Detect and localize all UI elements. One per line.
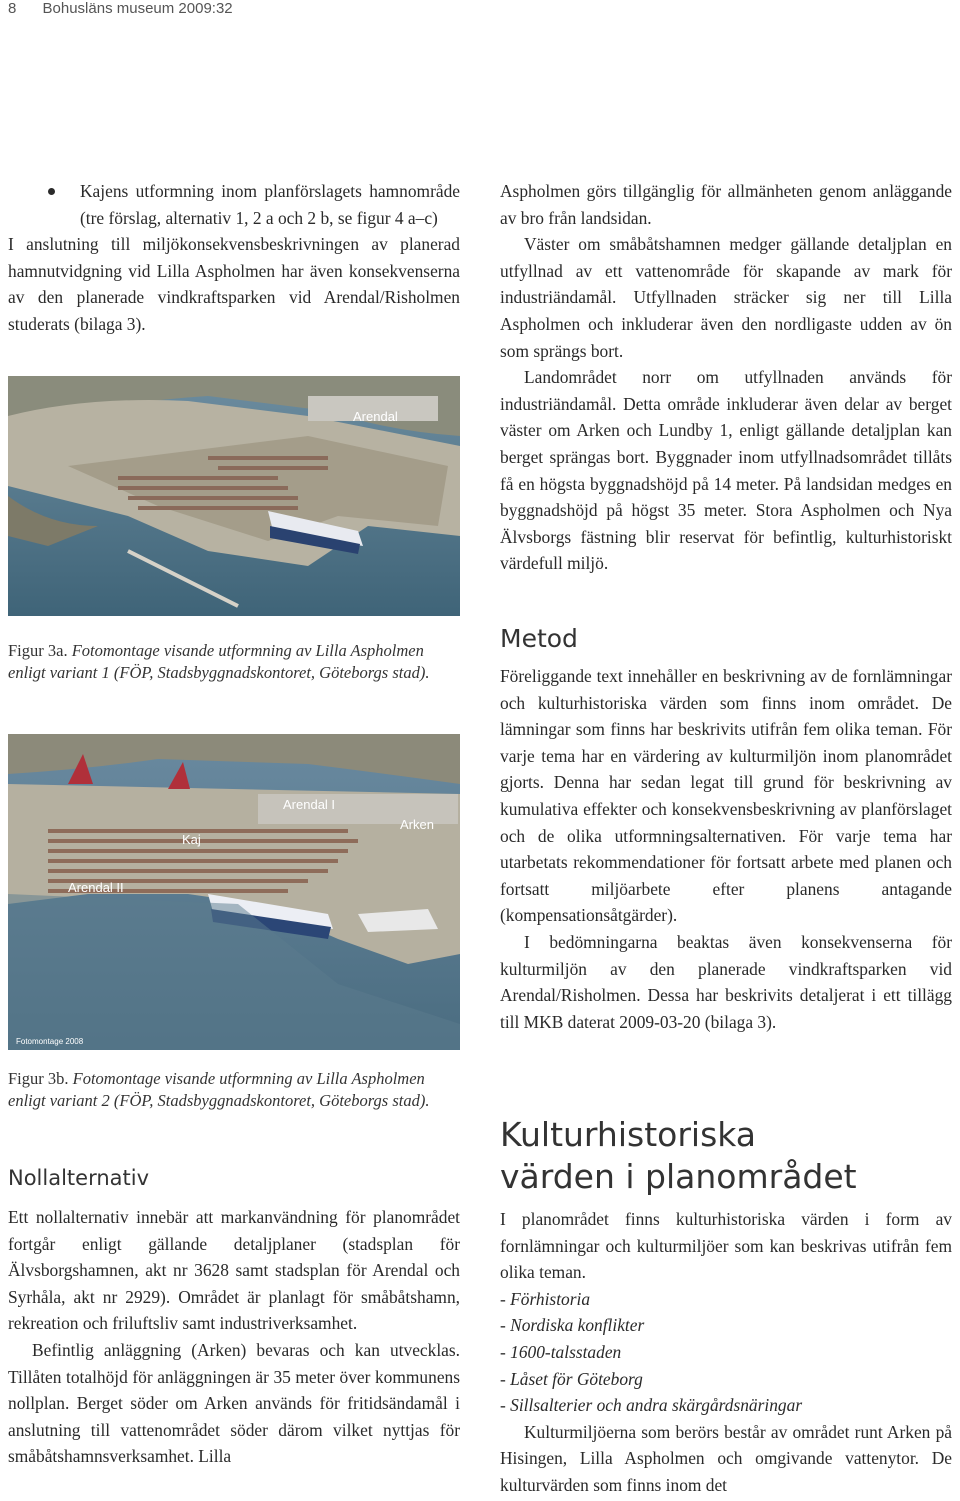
list-item: - Låset för Göteborg <box>500 1368 643 1389</box>
figure-3a-text: Fotomontage visande utformning av Lilla Aspholmen enligt variant 1 (FÖP, Stadsbyggnadskontoret, Göteborgs stad). <box>8 641 430 682</box>
map-label-arken: Arken <box>400 817 434 832</box>
figure-3b-number: Figur 3b. <box>8 1069 69 1088</box>
map-label-arendal-2: Arendal II <box>68 880 124 895</box>
page-header <box>8 0 233 17</box>
list-item: - Nordiska konflikter <box>500 1315 645 1336</box>
map-label-kaj: Kaj <box>182 832 201 847</box>
list-item: - Förhistoria <box>500 1288 591 1309</box>
themes-list <box>500 1286 952 1419</box>
bullet-dot-icon <box>48 188 55 195</box>
nollalternativ-heading: Nollalternativ <box>8 1166 150 1190</box>
figure-3b-caption <box>8 1068 460 1112</box>
bullet-text: Kajens utformning inom planförslagets hamnområde (tre förslag, alternativ 1, 2 a och 2 b, se figur 4 a–c) <box>80 181 460 228</box>
figure-3a-caption <box>8 640 460 684</box>
list-item: - Sillsalterier och andra skärgårdsnäringar <box>500 1395 803 1416</box>
map-label-arendal-1: Arendal I <box>283 797 336 812</box>
nollalternativ-paragraph-2: Befintlig anläggning (Arken) bevaras och kan utvecklas. Tillåten totalhöjd för anläggningen är 35 meter över kommunens nollplan. Berget söder om Arken används för fritidsändamål i anslutning till vattenområdet söder därom vilket nyttjas för småbåtshamnsverksamhet. Lilla <box>8 1339 460 1467</box>
intro-paragraph: I anslutning till miljökonsekvensbeskrivningen av planerad hamnutvidgning vid Lilla Aspholmen har även konsekvenserna av den planerade vindkraftsparken vid Arendal/Risholmen studerats (bilaga 3). <box>8 234 460 334</box>
right-column-top <box>500 178 952 577</box>
right-paragraph-2: Väster om småbåtshamnen medger gällande detaljplan en utfyllnad av ett vattenområde för skapande av mark för industriändamål. Utfyllnaden sträcker sig ner till Lilla Aspholmen och inkluderar även den nordligaste udden av ön som sprängs bort. <box>500 234 952 361</box>
bullet-item <box>8 178 460 231</box>
map-label-arendal: Arendal <box>353 409 398 424</box>
metod-paragraph-2: I bedömningarna beaktas även konsekvenserna för kulturmiljön av den planerade vindkraftsparken vid Arendal/Risholmen. Dessa har beskrivits detaljerat i ett tillägg till MKB daterat 2009-03-20 (bilaga 3). <box>500 931 952 1032</box>
kulturhistoriska-heading-line-2: värden i planområdet <box>500 1157 857 1196</box>
nollalternativ-section <box>8 1166 460 1470</box>
nollalternativ-paragraph-1: Ett nollalternativ innebär att markanvändning för planområdet fortgår enligt gällande detaljplaner (stadsplan för Älvsborgshamnen, akt nr 3628 samt stadsplan för Arendal och Syrhåla, akt nr 2929). Området är planlagt för småbåtshamn, rekreation och friluftsliv samt industriverksamhet. <box>8 1207 460 1334</box>
list-item: - 1600-talsstaden <box>500 1341 622 1362</box>
metod-section <box>500 624 952 1035</box>
metod-paragraph-1: Föreliggande text innehåller en beskrivning av de fornlämningar och kulturhistoriska värden som finns inom området. De lämningar som finns har beskrivits utifrån fem olika teman. För varje tema har en värdering av kulturmiljön inom planområdet gjorts. Denna har sedan legat till grund för beskrivning av kumulativa effekter och konsekvensbeskrivning av planförslaget och de olika utformningsalternativen. För varje tema har utarbetats rekommendationer för fortsatt arbete med planen och fortsatt miljöarbete efter planens antagande (kompensationsåtgärder). <box>500 666 952 926</box>
kulturhistoriska-heading-line-1: Kulturhistoriska <box>500 1115 757 1154</box>
kulturhistoriska-heading <box>500 1114 952 1198</box>
right-paragraph-3: Landområdet norr om utfyllnaden används för industriändamål. Detta område inkluderar även delar av berget väster om Arken och Lundby 1, enligt gällande detaljplan kan berget sprängas bort. Byggnader inom utfyllnadsområdet tillåts få en högsta byggnadshöjd på 14 meter. På landsidan medges en byggnadshöjd på högst 35 meter. Stora Aspholmen och Nya Älvsborgs fästning blir reservat för befintlig, kulturhistoriskt värdefull miljö. <box>500 367 952 574</box>
kulturhistoriska-section <box>500 1114 952 1499</box>
publication-title: Bohusläns museum 2009:32 <box>42 0 233 17</box>
aerial-photo-3a <box>8 376 460 616</box>
map-label-fotomontage: Fotomontage 2008 <box>16 1037 84 1046</box>
left-column-top <box>8 178 460 338</box>
figure-3a-number: Figur 3a. <box>8 641 68 660</box>
kulturhistoriska-paragraph-2: Kulturmiljöerna som berörs består av området runt Arken på Hisingen, Lilla Aspholmen och omgivande vattenytor. De kulturvärden som finns inom det <box>500 1421 952 1495</box>
kulturhistoriska-paragraph-1: I planområdet finns kulturhistoriska värden i form av fornlämningar och kulturmiljöer som kan beskrivas utifrån fem olika teman. <box>500 1209 952 1283</box>
aerial-photo-3b <box>8 734 460 1050</box>
right-paragraph-1: Aspholmen görs tillgänglig för allmänheten genom anläggande av bro från landsidan. <box>500 181 952 228</box>
figure-3b-text: Fotomontage visande utformning av Lilla Aspholmen enligt variant 2 (FÖP, Stadsbyggnadskontoret, Göteborgs stad). <box>8 1069 430 1110</box>
metod-heading: Metod <box>500 624 578 653</box>
page-number: 8 <box>8 0 17 17</box>
